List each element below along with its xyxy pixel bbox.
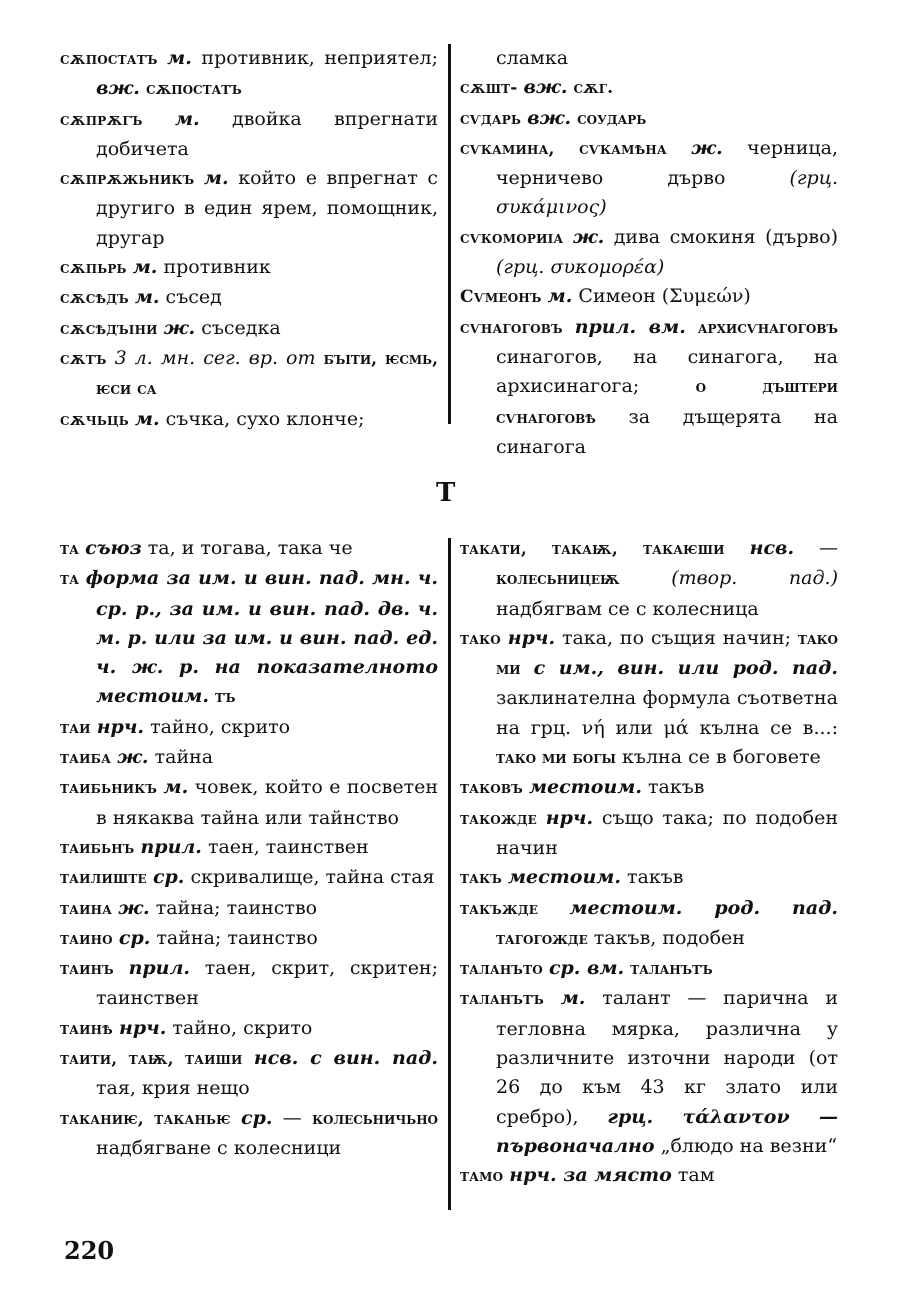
etymology: (грц. συκομορέα): [496, 256, 665, 279]
etymology: (грц. συκάμινος): [496, 167, 838, 219]
entry: [60, 164, 438, 253]
cross-reference: тагогожде: [496, 928, 588, 949]
column-divider: [448, 538, 451, 1210]
definition: двойка впрегнати добичета: [96, 107, 438, 160]
headword: таити, таѭ, таиши: [60, 1049, 243, 1070]
column-top-left: [60, 44, 438, 435]
grammar-label: вж.: [96, 77, 140, 100]
grammar-label: вж.: [527, 106, 572, 129]
entry: [60, 105, 438, 165]
cross-reference: колесьничьно: [312, 1108, 438, 1129]
cross-reference: колесьницеѭ: [496, 569, 620, 590]
definition: таен, таинствен: [207, 835, 369, 858]
definition: дива смокиня (дърво): [613, 225, 838, 248]
definition: за дъщерята на синагога: [496, 405, 838, 458]
entry-continuation: [460, 44, 838, 73]
cross-reference: тъ: [215, 687, 236, 708]
headword: таибьникъ: [60, 778, 158, 799]
entry: [460, 804, 838, 864]
grammar-label: нсв. с вин. пад.: [253, 1047, 438, 1070]
definition: тая, крия нещо: [96, 1077, 250, 1100]
headword: таинъ: [60, 959, 114, 980]
grammar-label: м.: [132, 256, 158, 279]
definition: тайно, скрито: [172, 1016, 313, 1039]
grammar-label: прил.: [128, 957, 191, 980]
grammar-label: ср.: [152, 866, 185, 889]
column-divider: [448, 44, 451, 424]
definition: сламка: [496, 47, 569, 69]
definition: такъв: [627, 866, 684, 889]
grammar-label: ж.: [691, 136, 723, 159]
entry: [460, 534, 838, 624]
headword: сѫпьрь: [60, 258, 127, 279]
definition: черница, черничево дърво: [496, 136, 838, 190]
entry: [460, 104, 838, 134]
grammar-label: ср. вм.: [548, 957, 625, 980]
entry: [60, 833, 438, 863]
headword: Сѵмеонъ: [460, 287, 542, 308]
grammar-label: м.: [547, 285, 573, 308]
entry: [460, 1161, 838, 1191]
definition: —: [282, 1106, 302, 1129]
example: о дъштери сѵнагоговѣ: [496, 377, 838, 428]
definition: кълна се в боговете: [622, 746, 821, 769]
definition: тайно, скрито: [150, 715, 291, 738]
entry: [60, 314, 438, 344]
grammar-label: ж.: [117, 746, 149, 769]
headword: такъжде: [460, 898, 539, 919]
headword: таина: [60, 898, 113, 919]
grammar-label: м.: [203, 167, 229, 190]
entry: [460, 624, 838, 773]
headword: сѫсѣдъ: [60, 288, 129, 309]
definition: също така; по подобен начин: [496, 806, 838, 859]
headword: таланътъ: [460, 989, 544, 1010]
entry: [60, 1044, 438, 1104]
entry: [460, 73, 838, 103]
headword: сѫпрѫгъ: [60, 109, 143, 130]
definition: тайна: [154, 746, 214, 769]
grammar-label: съюз: [85, 537, 142, 559]
entry: [60, 344, 438, 405]
headword: такати, такаѭ, такаѥши: [460, 539, 725, 559]
grammar-label: местоим.: [507, 866, 621, 889]
grammar-label: нрч. за място: [509, 1164, 672, 1187]
headword: сѵкомориіа: [460, 227, 564, 248]
definition: синагогов, на синагога, на архисинагога;: [496, 345, 838, 398]
cross-reference: сѫг.: [573, 78, 613, 99]
entry: [60, 924, 438, 954]
grammar-label: ж.: [163, 316, 196, 339]
grammar-label: местоим.: [528, 776, 642, 799]
grammar-label: вж.: [523, 76, 568, 99]
entry: [60, 1104, 438, 1164]
headword: таино: [60, 928, 113, 949]
headword: та: [60, 569, 80, 590]
entry: [460, 894, 838, 955]
grammar-label: нрч.: [96, 715, 145, 738]
headword: та: [60, 539, 80, 559]
headword: сѫчьць: [60, 409, 129, 430]
entry: [60, 253, 438, 283]
entry: [460, 282, 838, 312]
section-letter: Т: [436, 478, 456, 508]
grammar-label: м.: [134, 407, 160, 430]
headword: таланъто: [460, 959, 543, 980]
entry: [460, 954, 838, 984]
definition: заклинателна формула съответна на грц. νή или μά кълна се в...:: [496, 687, 838, 739]
column-top-right: [460, 44, 838, 462]
definition: съседка: [201, 316, 281, 339]
entry: [60, 534, 438, 564]
headword: такожде: [460, 808, 538, 829]
headword: таинѣ: [60, 1018, 113, 1039]
entry: [460, 863, 838, 893]
headword: таканиѥ, таканьѥ: [60, 1108, 231, 1129]
entry: [60, 405, 438, 435]
headword: таиба: [60, 748, 112, 769]
entry: [60, 894, 438, 924]
grammar-label: м.: [560, 987, 586, 1010]
column-bottom-left: [60, 534, 438, 1163]
grammar-label: местоим. род. пад.: [569, 896, 838, 919]
entry: [460, 984, 838, 1161]
headword: сѵдарь: [460, 108, 522, 129]
headword: таилиште: [60, 868, 147, 889]
entry: [460, 313, 838, 462]
definition: съсед: [165, 286, 222, 309]
entry: [60, 564, 438, 712]
grammar-label: м.: [174, 107, 200, 130]
definition: тайна; таинство: [155, 896, 318, 919]
definition: скривалище, тайна стая: [190, 866, 435, 889]
definition: талант — парична и тегловна мярка, различна у различните източни народи (от 26 до към 43 кг злато или сребро),: [496, 987, 838, 1128]
definition: противник, неприятел;: [201, 47, 438, 69]
grammar-label: (твор. пад.): [671, 567, 838, 590]
grammar-label: прил. вм.: [574, 315, 686, 338]
headword: сѫсѣдъіни: [60, 318, 158, 339]
grammar-label: нсв.: [749, 537, 795, 559]
entry: [60, 283, 438, 313]
cross-reference: бъіти, ѥсмь, ѥси са: [96, 348, 439, 400]
grammar-label: ср.: [241, 1106, 273, 1129]
cross-reference: соударь: [577, 108, 647, 129]
entry: [60, 954, 438, 1014]
entry: [60, 773, 438, 833]
entry: [60, 743, 438, 773]
definition: така, по същия начин;: [561, 626, 792, 649]
headword: сѫпрѫжьникъ: [60, 169, 195, 190]
grammar-label: нрч.: [119, 1016, 167, 1039]
grammar-label: ж.: [118, 896, 150, 919]
grammar-label: м.: [167, 47, 192, 69]
grammar-label: ж.: [572, 225, 605, 248]
grammar-label: м.: [134, 286, 160, 309]
column-bottom-right: [460, 534, 838, 1192]
entry: [60, 1014, 438, 1044]
definition: който е впрегнат с другиго в един ярем, помощник, другар: [96, 167, 438, 249]
headword: таи: [60, 717, 91, 738]
definition: там: [677, 1164, 715, 1187]
headword: сѵнагоговъ: [460, 317, 563, 338]
definition: противник: [163, 256, 271, 279]
grammar-label: нрч.: [507, 626, 556, 649]
entry: [460, 134, 838, 223]
headword: сѵкамина, сѵкамѣна: [460, 138, 667, 159]
definition: такъв: [648, 776, 705, 799]
definition: човек, който е посветен в някаква тайна или тайнство: [96, 776, 438, 829]
page-number: 220: [64, 1236, 115, 1265]
headword: сѫпостатъ: [60, 49, 158, 69]
grammar-label: форма за им. и вин. пад. мн. ч. ср. р., за им. и вин. пад. дв. ч. м. р. или за им. и вин. пад. ед. ч. ж. р. на показателното местоим.: [85, 567, 438, 708]
entry: [460, 773, 838, 803]
grammar-label: 3 л. мн. сег. вр. от: [114, 346, 316, 369]
entry: [60, 44, 438, 105]
grammar-label: ср.: [118, 926, 151, 949]
definition: „блюдо на везни“: [660, 1134, 838, 1157]
cross-reference: таланътъ: [630, 959, 713, 980]
entry: [60, 713, 438, 743]
grammar-label: прил.: [140, 835, 202, 858]
definition: такъв, подобен: [593, 926, 745, 949]
definition: съчка, сухо клонче;: [165, 407, 365, 430]
cross-reference: архисѵнагоговъ: [697, 317, 838, 338]
cross-reference: сѫпостатъ: [145, 79, 242, 100]
headword: тамо: [460, 1166, 504, 1187]
headword: такъ: [460, 868, 502, 889]
entry: [60, 863, 438, 893]
headword: тако: [460, 628, 501, 649]
headword: таибьнъ: [60, 837, 135, 858]
headword: таковъ: [460, 778, 523, 799]
definition: та, и тогава, така че: [147, 537, 353, 559]
example: тако ми богы: [496, 748, 616, 769]
definition: таен, скрит, скритен; таинствен: [96, 957, 438, 1010]
headword: сѫшт-: [460, 78, 518, 99]
definition: надбягване с колесници: [96, 1136, 342, 1159]
definition: надбягвам се с колесница: [496, 597, 759, 620]
grammar-label: м.: [163, 776, 189, 799]
etymology: грц. τάλαντον — първоначално: [496, 1105, 838, 1157]
example: тако ми: [496, 628, 839, 680]
headword: сѫтъ: [60, 348, 107, 369]
definition: тайна; таинство: [156, 926, 318, 949]
grammar-label: нрч.: [545, 806, 594, 829]
entry: [460, 223, 838, 283]
definition: —: [819, 537, 839, 559]
definition: Симеон (Συμεών): [578, 285, 751, 308]
grammar-label: с им., вин. или род. пад.: [533, 657, 838, 680]
